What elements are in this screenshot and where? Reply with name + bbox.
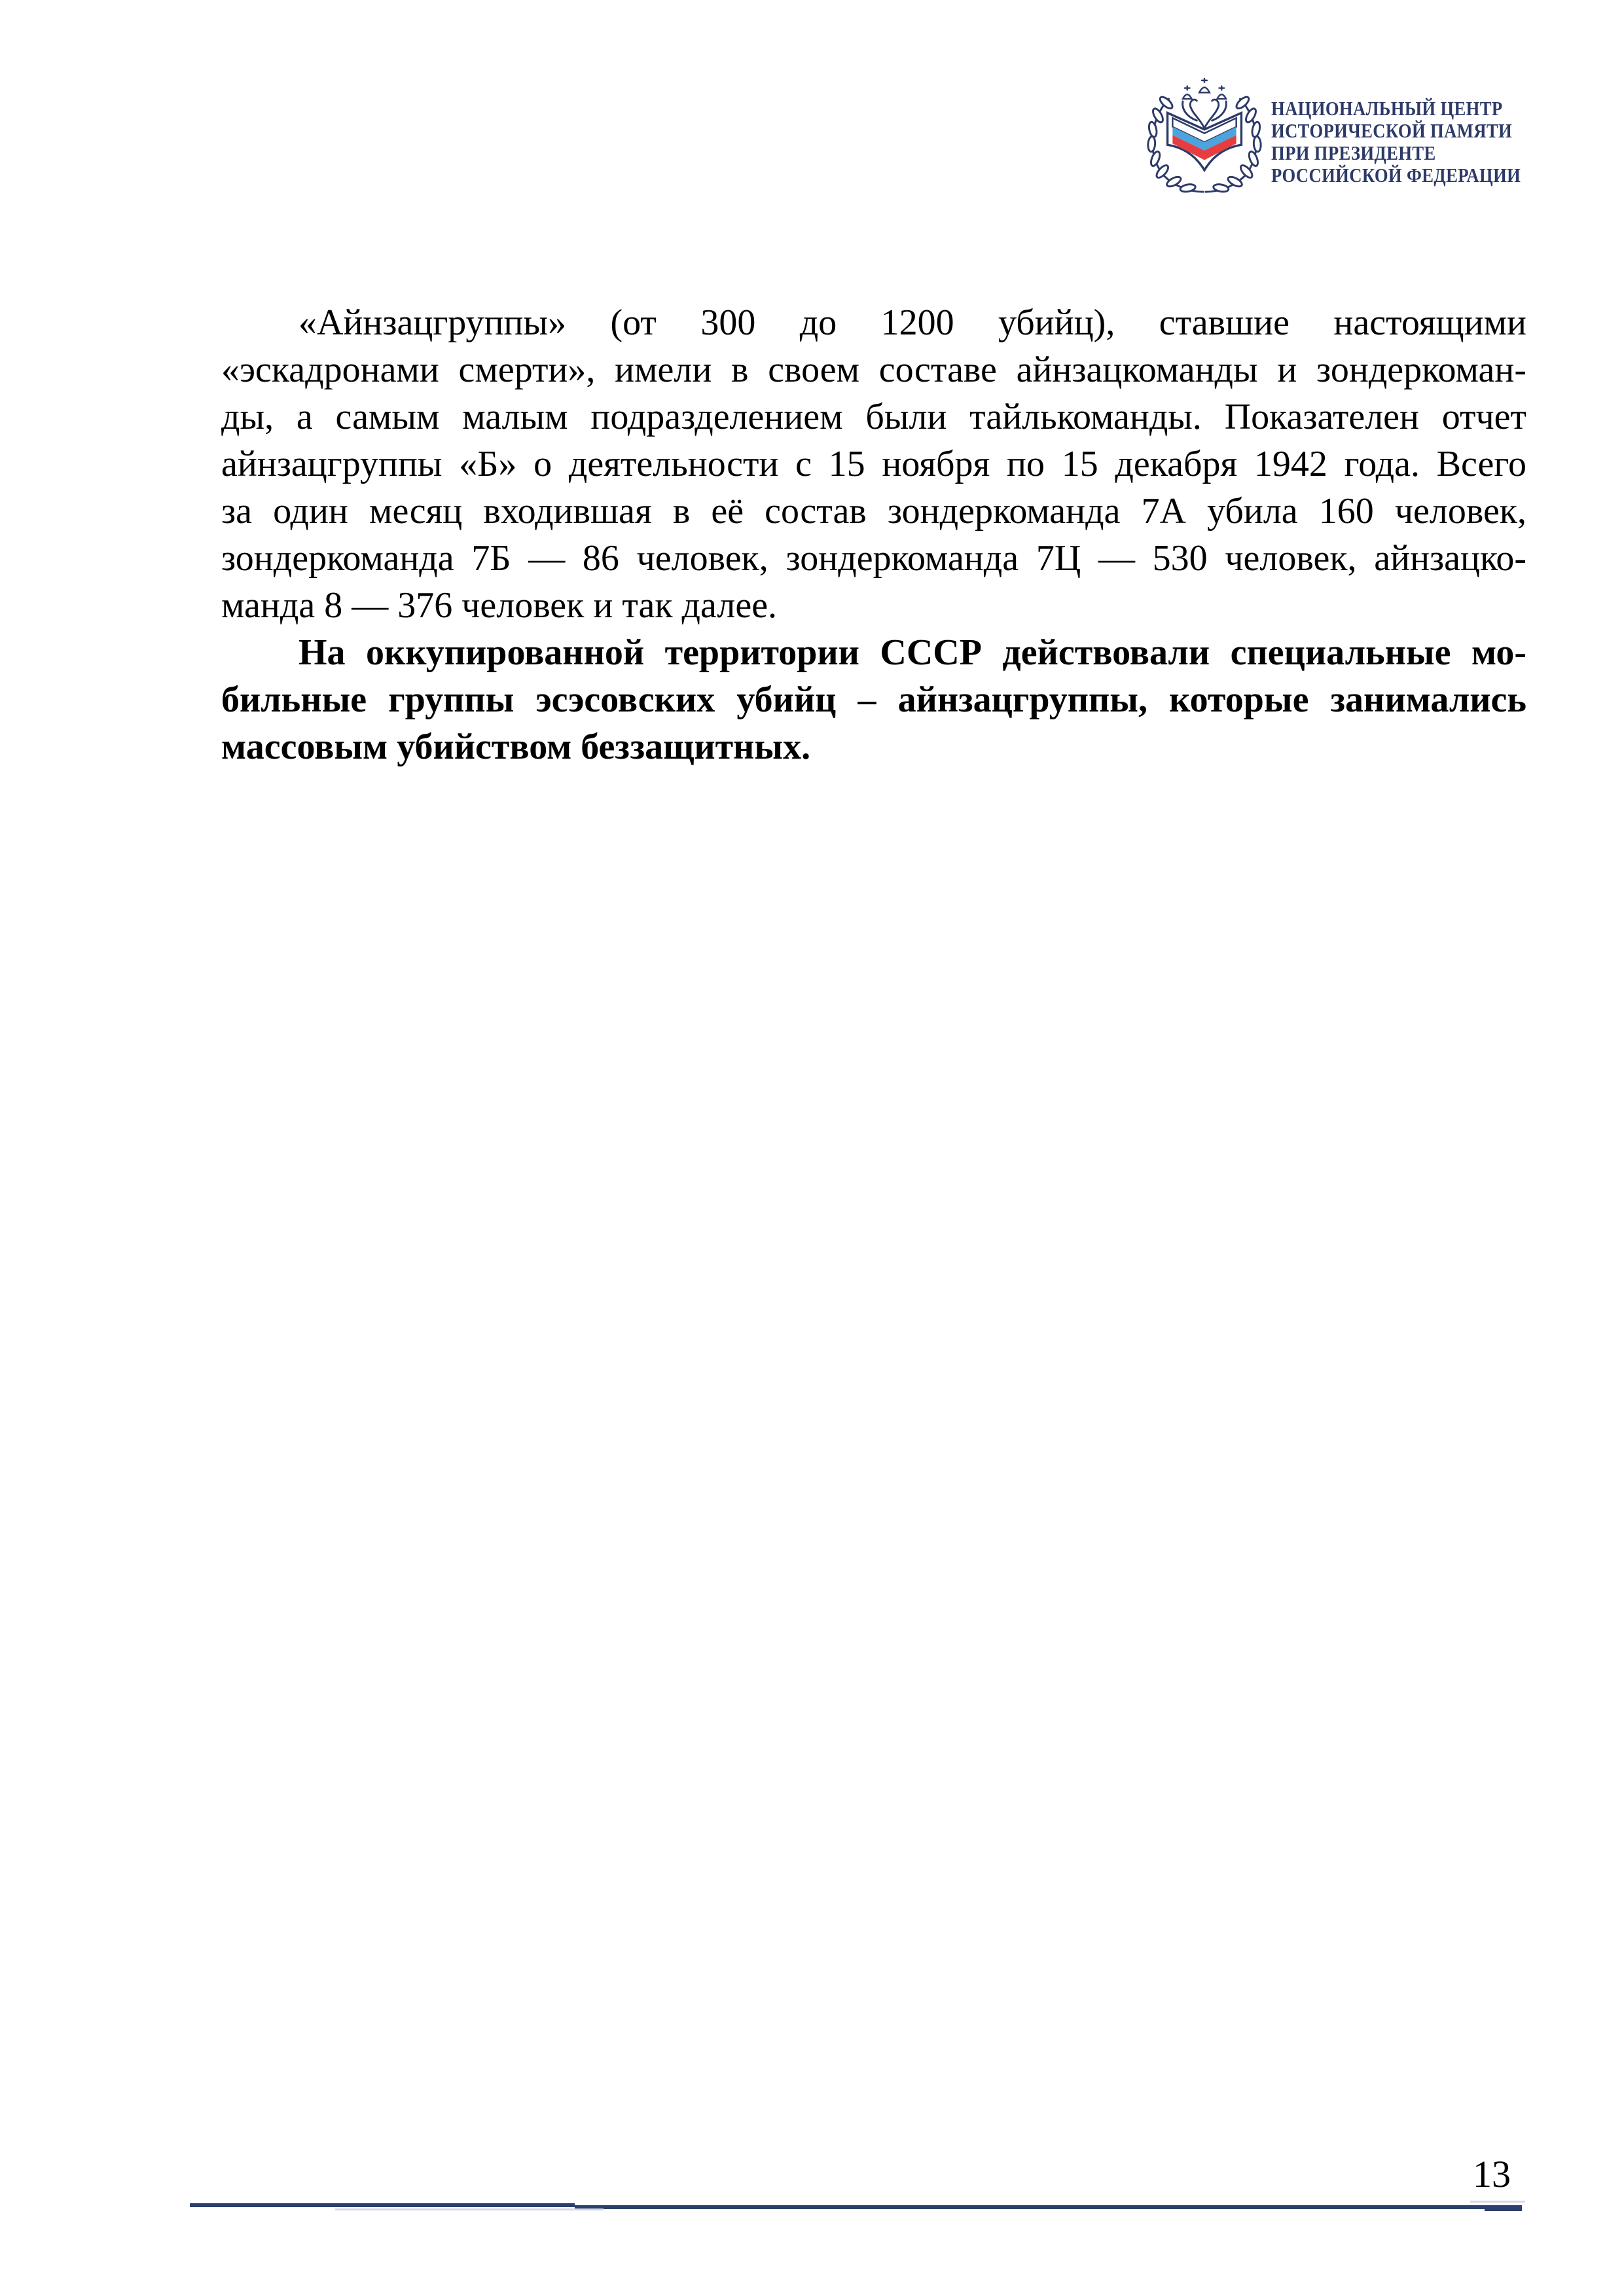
footer-rule-segment xyxy=(1485,2208,1522,2211)
org-name xyxy=(1271,98,1521,187)
text-line: массовым убийством беззащитных. xyxy=(221,727,811,767)
text-line: ды, а самым малым подразделением были тайлькоманды. Показателен отчет xyxy=(221,397,1526,437)
org-name-line: НАЦИОНАЛЬНЫЙ ЦЕНТР xyxy=(1271,97,1503,120)
text-line: «Айнзацгруппы» (от 300 до 1200 убийц), ставшие настоящими xyxy=(298,302,1526,343)
text-line: айнзацгруппы «Б» о деятельности с 15 ноября по 15 декабря 1942 года. Всего xyxy=(221,444,1526,484)
text-line: манда 8 — 376 человек и так далее. xyxy=(221,585,778,626)
body-text xyxy=(221,299,1526,770)
footer-rule-shadow xyxy=(335,2208,604,2210)
footer-rule-segment xyxy=(190,2203,575,2207)
text-line: На оккупированной территории СССР действовали специальные мо- xyxy=(298,632,1526,673)
text-line: зондеркоманда 7Б — 86 человек, зондеркоманда 7Ц — 530 человек, айнзацко- xyxy=(221,538,1526,579)
org-name-line: РОССИЙСКОЙ ФЕДЕРАЦИИ xyxy=(1271,164,1521,187)
org-name-line: ПРИ ПРЕЗИДЕНТЕ xyxy=(1271,141,1436,164)
org-emblem-icon xyxy=(1140,77,1269,195)
open-book-flag-icon xyxy=(1168,113,1242,170)
text-line: бильные группы эсэсовских убийц – айнзацгруппы, которые занимались xyxy=(221,679,1526,720)
paragraph-einsatzgruppen xyxy=(221,299,1526,629)
text-line: «эскадронами смерти», имели в своем составе айнзацкоманды и зондеркоман- xyxy=(221,350,1526,390)
org-name-line: ИСТОРИЧЕСКОЙ ПАМЯТИ xyxy=(1271,119,1513,142)
footer-rule-shadow xyxy=(1470,2201,1525,2203)
footer-rule-segment xyxy=(575,2205,1522,2209)
paragraph-bold-summary xyxy=(221,629,1526,770)
page-number: 13 xyxy=(1473,2153,1511,2195)
crowns-icon xyxy=(1183,79,1226,99)
text-line: за один месяц входившая в её состав зондеркоманда 7А убила 160 человек, xyxy=(221,491,1526,532)
